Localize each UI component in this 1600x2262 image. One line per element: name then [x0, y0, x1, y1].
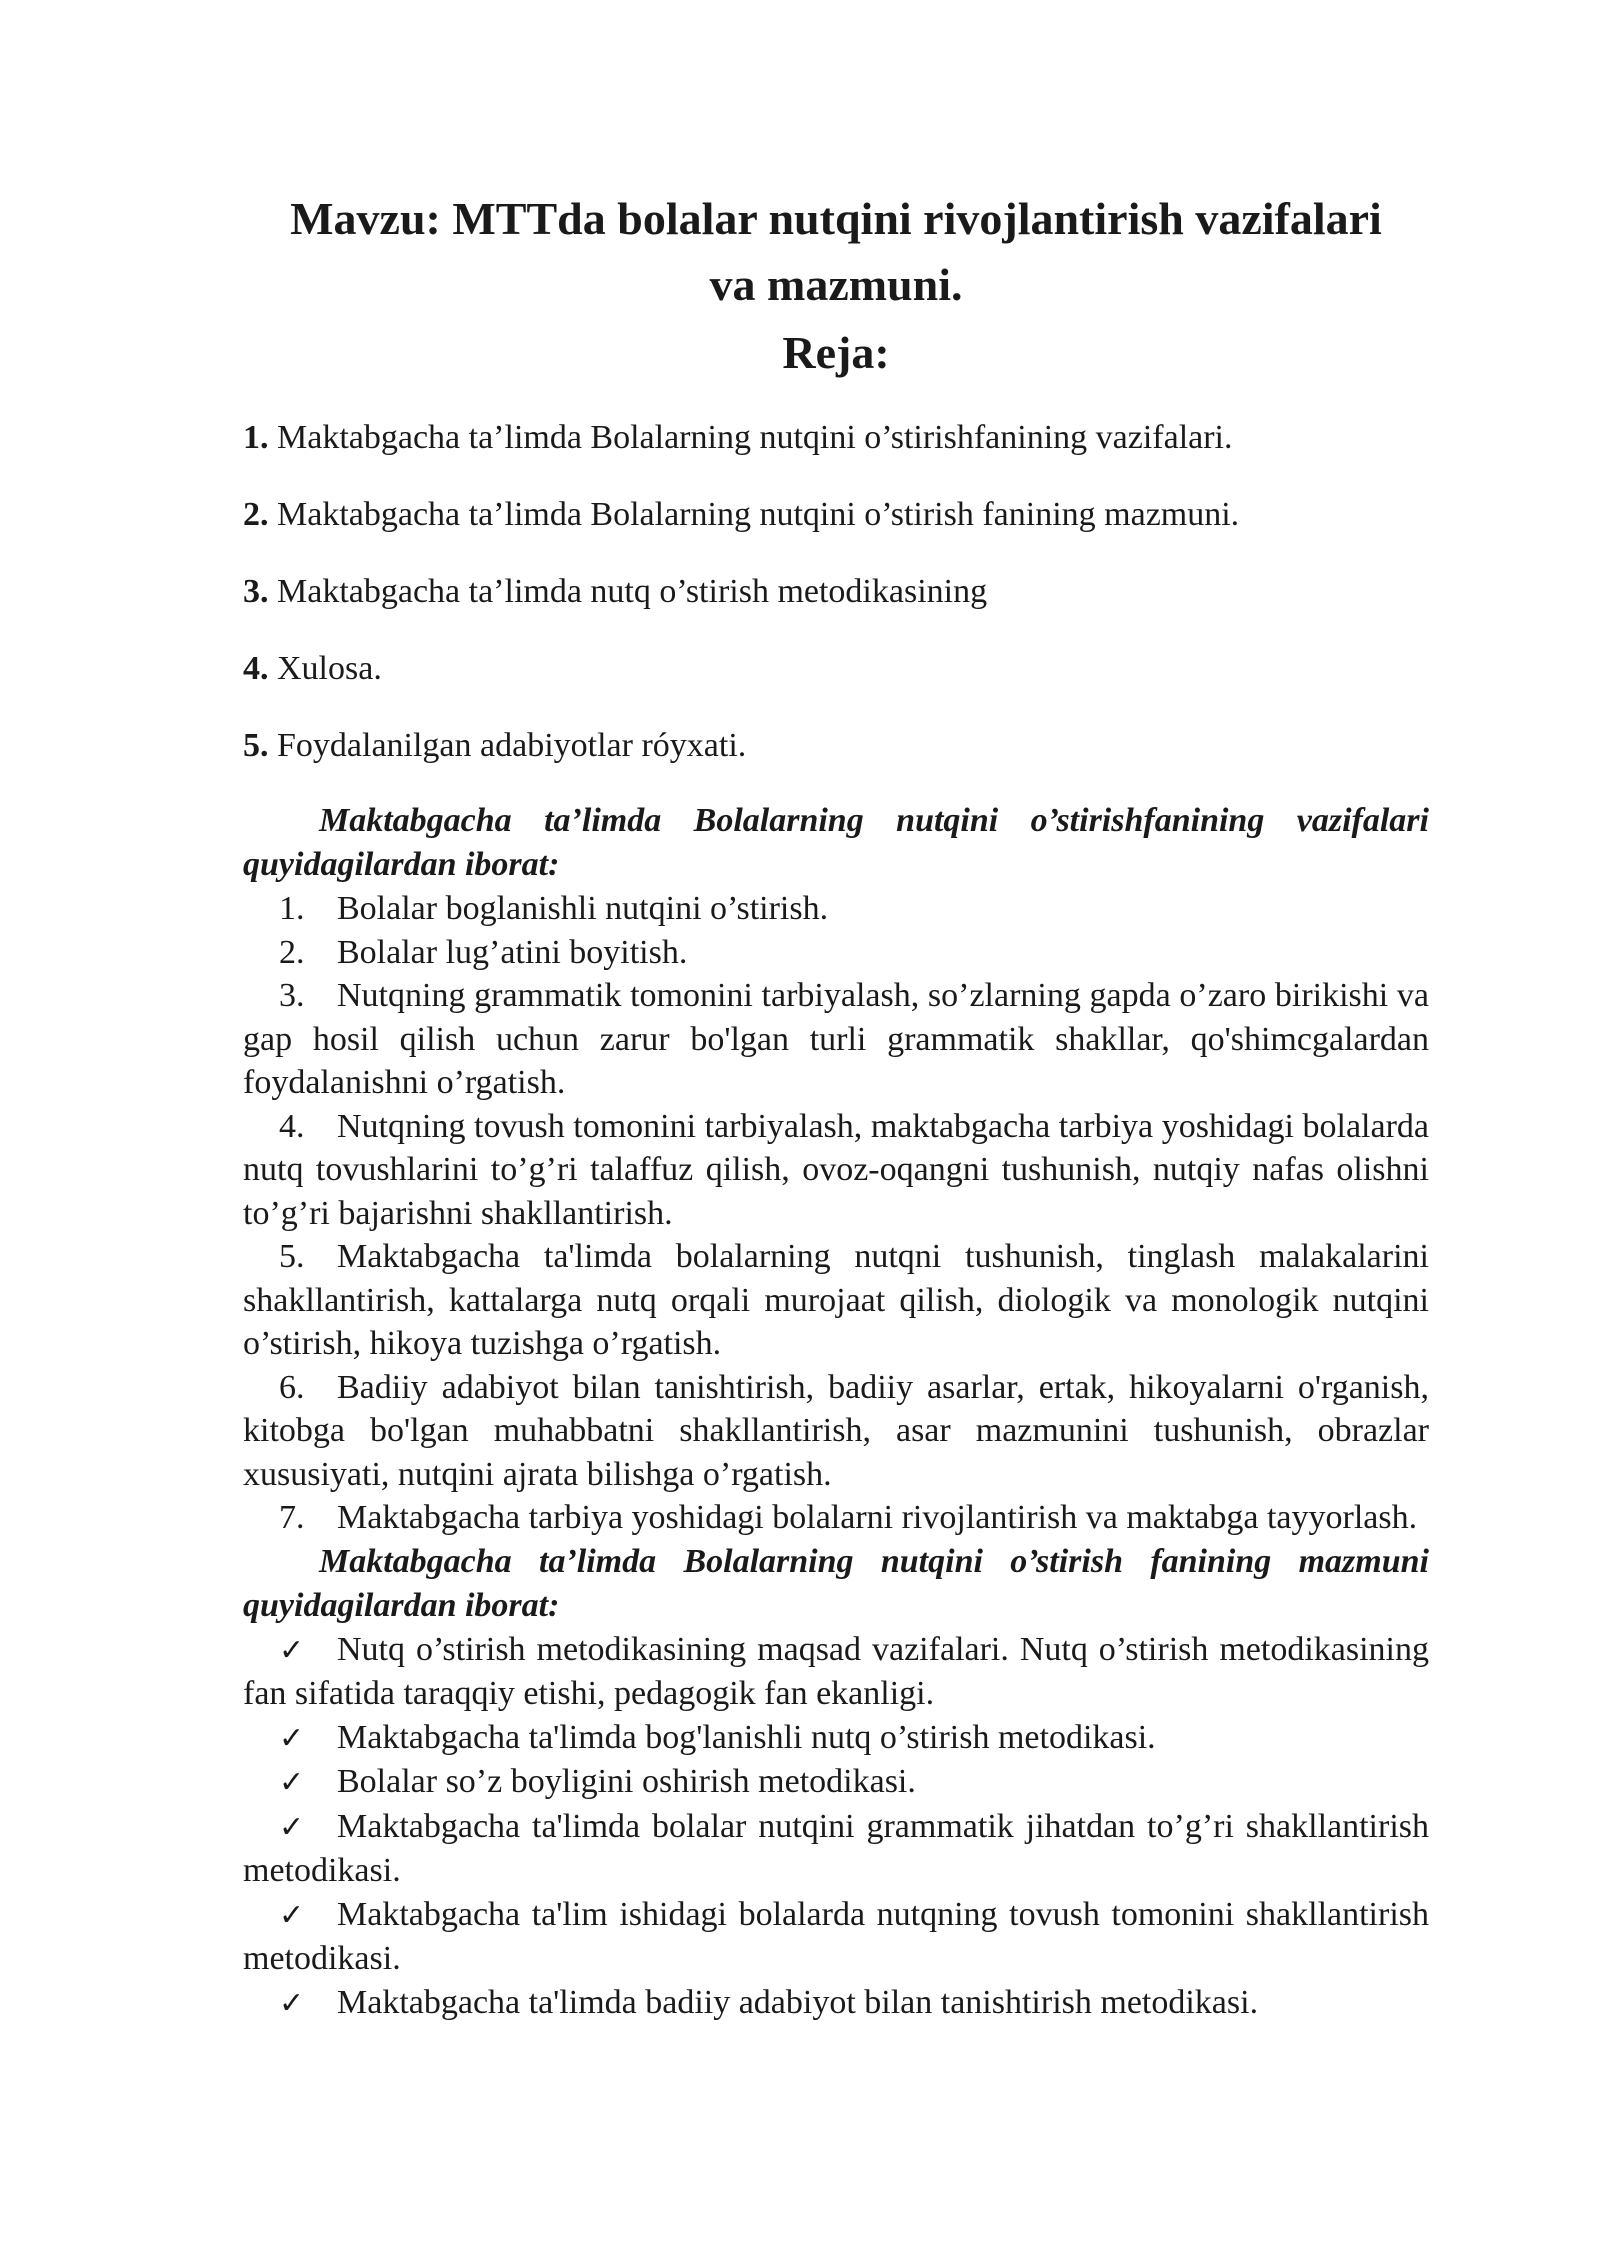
checkmark-icon: ✓	[279, 1720, 305, 1756]
plan-list	[243, 416, 1429, 768]
numbered-list-item	[243, 1235, 1429, 1366]
document-title	[243, 186, 1429, 318]
section-2-heading: Maktabgacha ta’limda Bolalarning nutqini o’stirish fanining mazmuni quyidagilardan iborat:	[243, 1542, 1429, 1624]
list-item-text: Bolalar boglanishli nutqini o’stirish.	[337, 890, 829, 927]
plan-item-text: Maktabgacha ta’limda Bolalarning nutqini o’stirishfanining vazifalari.	[268, 419, 1233, 456]
numbered-list-item	[243, 1366, 1429, 1497]
list-item-text: Maktabgacha ta'lim ishidagi bolalarda nutqning tovush tomonini shakllantirish metodikasi.	[243, 1895, 1429, 1977]
list-item-text: Nutq o’stirish metodikasining maqsad vazifalari. Nutq o’stirish metodikasining fan sifatida taraqqiy etishi, pedagogik fan ekanligi.	[243, 1630, 1429, 1712]
plan-item	[243, 647, 1429, 691]
plan-item-number: 2.	[243, 496, 269, 533]
checkmark-icon: ✓	[279, 1632, 305, 1668]
list-item-text: Maktabgacha ta'limda bolalar nutqini grammatik jihatdan to’g’ri shakllantirish metodikasi.	[243, 1807, 1429, 1889]
checklist-item	[243, 1716, 1429, 1761]
list-item-text: Nutqning grammatik tomonini tarbiyalash, so’zlarning gapda o’zaro birikishi va gap hosil qilish uchun zarur bo'lgan turli grammatik shakllar, qo'shimcgalardan foydalanishni o’rgatish.	[243, 977, 1429, 1101]
list-item-text: Bolalar so’z boyligini oshirish metodikasi.	[337, 1763, 916, 1800]
numbered-list-item	[243, 974, 1429, 1105]
section-1-heading: Maktabgacha ta’limda Bolalarning nutqini o’stirishfanining vazifalari quyidagilardan iborat:	[243, 802, 1429, 883]
checklist-item	[243, 1760, 1429, 1805]
plan-item	[243, 416, 1429, 460]
checkmark-icon: ✓	[279, 1809, 305, 1845]
list-item-number: 7.	[279, 1499, 305, 1536]
plan-label: Reja:	[782, 327, 890, 378]
numbered-list-item	[243, 1496, 1429, 1540]
plan-item-number: 5.	[243, 727, 269, 764]
plan-item	[243, 493, 1429, 537]
list-item-number: 1.	[279, 890, 305, 927]
checkmark-icon: ✓	[279, 1765, 305, 1800]
list-item-text: Maktabgacha ta'limda bolalarning nutqni tushunish, tinglash malakalarini shakllantirish, kattalarga nutq orqali murojaat qilish, diologik va monologik nutqini o’stirish, hikoya tuzishga o’rgatish.	[243, 1238, 1429, 1362]
list-item-number: 2.	[279, 933, 305, 971]
document-body	[243, 186, 1429, 2025]
list-item-number: 6.	[279, 1368, 305, 1406]
checkmark-icon: ✓	[279, 1897, 305, 1933]
list-item-text: Maktabgacha ta'limda bog'lanishli nutq o’stirish metodikasi.	[337, 1718, 1156, 1756]
plan-item-number: 3.	[243, 573, 269, 610]
numbered-list-item	[243, 1105, 1429, 1236]
plan-item-number: 4.	[243, 650, 269, 687]
list-item-text: Maktabgacha ta'limda badiiy adabiyot bilan tanishtirish metodikasi.	[337, 1983, 1259, 2021]
list-item-number: 5.	[279, 1238, 305, 1275]
plan-item-text: Maktabgacha ta’limda nutq o’stirish metodikasining	[268, 573, 988, 610]
plan-item-number: 1.	[243, 419, 269, 456]
list-item-text: Nutqning tovush tomonini tarbiyalash, maktabgacha tarbiya yoshidagi bolalarda nutq tovushlarini to’g’ri talaffuz qilish, ovoz-oqangni tushunish, nutqiy nafas olishni to’g’ri bajarishni shakllantirish.	[243, 1107, 1429, 1232]
section-2-list	[243, 1628, 1429, 2026]
plan-item-text: Xulosa.	[268, 650, 382, 687]
checklist-item	[243, 1981, 1429, 2026]
title-line-2: va mazmuni.	[709, 259, 963, 310]
plan-item-text: Maktabgacha ta’limda Bolalarning nutqini o’stirish fanining mazmuni.	[268, 496, 1240, 533]
list-item-text: Maktabgacha tarbiya yoshidagi bolalarni rivojlantirish va maktabga tayyorlash.	[337, 1499, 1418, 1536]
checklist-item	[243, 1628, 1429, 1716]
plan-item	[243, 570, 1429, 614]
list-item-text: Badiiy adabiyot bilan tanishtirish, badiiy asarlar, ertak, hikoyalarni o'rganish, kitobga bo'lgan muhabbatni shakllantirish, asar mazmunini tushunish, obrazlar xususiyati, nutqini ajrata bilishga o’rgatish.	[243, 1368, 1429, 1493]
section-1-list	[243, 887, 1429, 1540]
list-item-number: 3.	[279, 977, 305, 1014]
numbered-list-item	[243, 887, 1429, 931]
checklist-item	[243, 1805, 1429, 1893]
checklist-item	[243, 1893, 1429, 1981]
plan-item-text: Foydalanilgan adabiyotlar róyxati.	[268, 727, 747, 764]
numbered-list-item	[243, 931, 1429, 975]
checkmark-icon: ✓	[279, 1985, 305, 2021]
list-item-number: 4.	[279, 1107, 305, 1145]
list-item-text: Bolalar lug’atini boyitish.	[337, 933, 688, 971]
plan-item	[243, 724, 1429, 768]
title-line-1: Mavzu: MTTda bolalar nutqini rivojlantirish vazifalari	[290, 193, 1382, 244]
